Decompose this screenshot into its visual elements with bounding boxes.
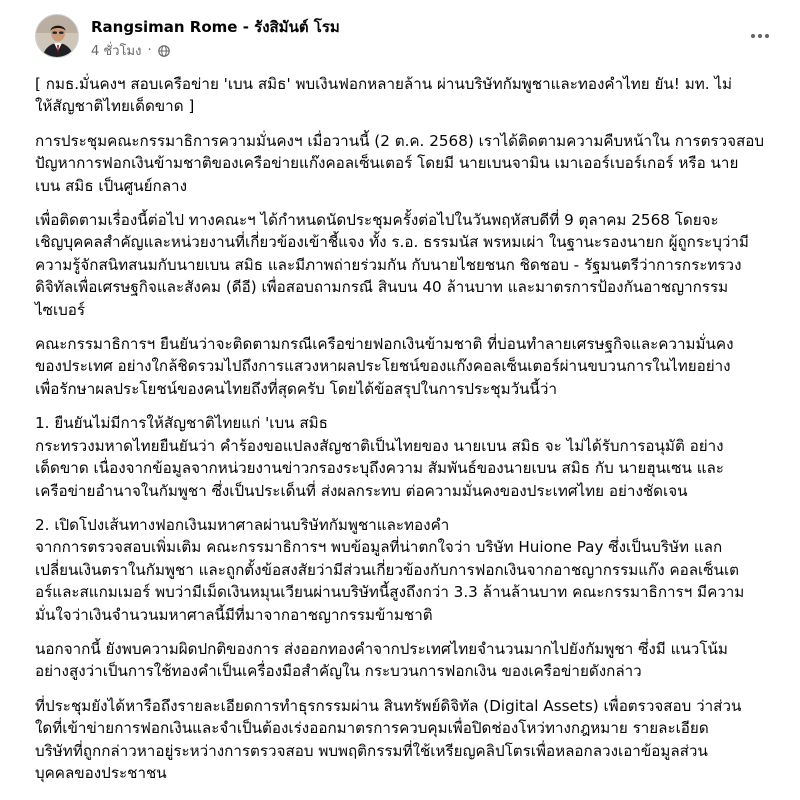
post-paragraph-1: [ กมธ.มั่นคงฯ สอบเครือข่าย 'เบน สมิธ' พบเงินฟอกหลายล้าน ผ่านบริษัทกัมพูชาและทองคำไทย ยัน! มท. ไม่ ให้สัญชาติไทยเด็ดขาด ] xyxy=(35,75,733,116)
avatar[interactable] xyxy=(35,14,79,58)
post-meta xyxy=(91,40,170,61)
more-horizontal-icon xyxy=(750,33,770,39)
post-paragraph-5: 1. ยืนยันไม่มีการให้สัญชาติไทยแก่ 'เบน สมิธ กระทรวงมหาดไทยยืนยันว่า คำร้องขอแปลงสัญชาติเป็นไทยของ นายเบน สมิธ จะ ไม่ได้รับการอนุมัติ อย่าง เด็ดขาด เนื่องจากข้อมูลจากหน่วยงานข่าวกรองระบุถึงความ สัมพันธ์ของนายเบน สมิธ กับ นายฮุนเซน และ เครือข่ายอำนาจในกัมพูชา ซึ่งเป็นประเด็นที่ ส่งผลกระทบ ต่อความมั่นคงของประเทศไทย อย่างชัดเจน xyxy=(35,414,724,500)
meta-separator: · xyxy=(147,43,152,58)
post-paragraph-8: ที่ประชุมยังได้หารือถึงรายละเอียดการทำธุรกรรมผ่าน สินทรัพย์ดิจิทัล (Digital Assets) เพื่อตรวจสอบ ว่าส่วน ใดที่เข้าข่ายการฟอกเงินและจำเป็นต้องเร่งออกมาตรการควบคุมเพื่อปิดช่องโหว่ทางกฎหมาย รายละเอียด บริษัทที่ถูกกล่าวหาอยู่ระหว่างการตรวจสอบ พบพฤติกรรมที่ใช้เหรียญคลิปโตรเพื่อหลอกลวงเอาข้อมูลส่วน บุคคลของประชาชน xyxy=(35,696,742,782)
post-paragraph-7: นอกจากนี้ ยังพบความผิดปกติของการ ส่งออกทองคำจากประเทศไทยจำนวนมากไปยังกัมพูชา ซึ่งมี แนวโน้ม อย่างสูงว่าเป็นการใช้ทองคำเป็นเครื่องมือสำคัญใน กระบวนการฟอกเงิน ของเครือข่ายดังกล่าว xyxy=(35,639,728,681)
author-name[interactable]: Rangsiman Rome - รังสิมันต์ โรม xyxy=(91,18,340,36)
post-paragraph-3: เพื่อติดตามเรื่องนี้ต่อไป ทางคณะฯ ได้กำหนดนัดประชุมครั้งต่อไปในวันพฤหัสบดีที่ 9 ตุลาคม 2568 โดยจะ เชิญบุคคลสำคัญและหน่วยงานที่เกี่ยวข้องเข้าชี้แจง ทั้ง ร.อ. ธรรมนัส พรหมเผ่า ในฐานะรองนายก ผู้ถูกระบุว่ามี ความรู้จักสนิทสนมกับนายเบน สมิธ และมีภาพถ่ายร่วมกัน กับนายไชยชนก ชิดชอบ - รัฐมนตรีว่าการกระทรวง ดิจิทัลเพื่อเศรษฐกิจและสังคม (ดีอี) เพื่อสอบถามกรณี สินบน 40 ล้านบาท และมาตรการป้องกันอาชญากรรม ไซเบอร์ xyxy=(35,211,749,319)
post-paragraph-4: คณะกรรมาธิการฯ ยืนยันว่าจะติดตามกรณีเครือข่ายฟอกเงินข้ามชาติ ที่บ่อนทำลายเศรษฐกิจและความมั่นคง ของประเทศ อย่างใกล้ชิดรวมไปถึงการแสวงหาผลประโยชน์ของแก๊งคอลเซ็นเตอร์ผ่านขบวนการในไทยอย่าง เพื่อรักษาผลประโยชน์ของคนไทยถึงที่สุดครับ โดยได้ข้อสรุปในการประชุมวันนี้ว่า xyxy=(35,335,734,398)
post-paragraph-6: 2. เปิดโปงเส้นทางฟอกเงินมหาศาลผ่านบริษัทกัมพูชาและทองคำ จากการตรวจสอบเพิ่มเติม คณะกรรมาธิการฯ พบข้อมูลที่น่าตกใจว่า บริษัท Huione Pay ซึ่งเป็นบริษัท แลก เปลี่ยนเงินตราในกัมพูชา และถูกตั้งข้อสงสัยว่ามีส่วนเกี่ยวข้องกับการฟอกเงินจากอาชญากรรมแก๊ง คอลเซ็นเต อร์และสแกมเมอร์ พบว่ามีเม็ดเงินหมุนเวียนผ่านบริษัทนี้สูงถึงกว่า 3.3 ล้านล้านบาท คณะกรรมาธิการฯ มีความ มั่นใจว่าเงินจำนวนมหาศาลนี้มีที่มาจากอาชญากรรมข้ามชาติ xyxy=(35,515,745,624)
post-time[interactable]: 4 ชั่วโมง xyxy=(91,44,142,59)
globe-icon[interactable] xyxy=(158,45,170,57)
post-paragraph-2: การประชุมคณะกรรมาธิการความมั่นคงฯ เมื่อวานนี้ (2 ต.ค. 2568) เราได้ติดตามความคืบหน้าใน การตรวจสอบ ปัญหาการฟอกเงินข้ามชาติของเครือข่ายแก๊งคอลเซ็นเตอร์ โดยมี นายเบนจามิน เมาเออร์เบอร์เกอร์ หรือ นาย เบน สมิธ เป็นศูนย์กลาง xyxy=(35,131,765,195)
post-body xyxy=(35,73,787,796)
post-header xyxy=(22,0,778,78)
avatar-portrait xyxy=(36,15,79,58)
more-options-button[interactable] xyxy=(746,22,774,50)
